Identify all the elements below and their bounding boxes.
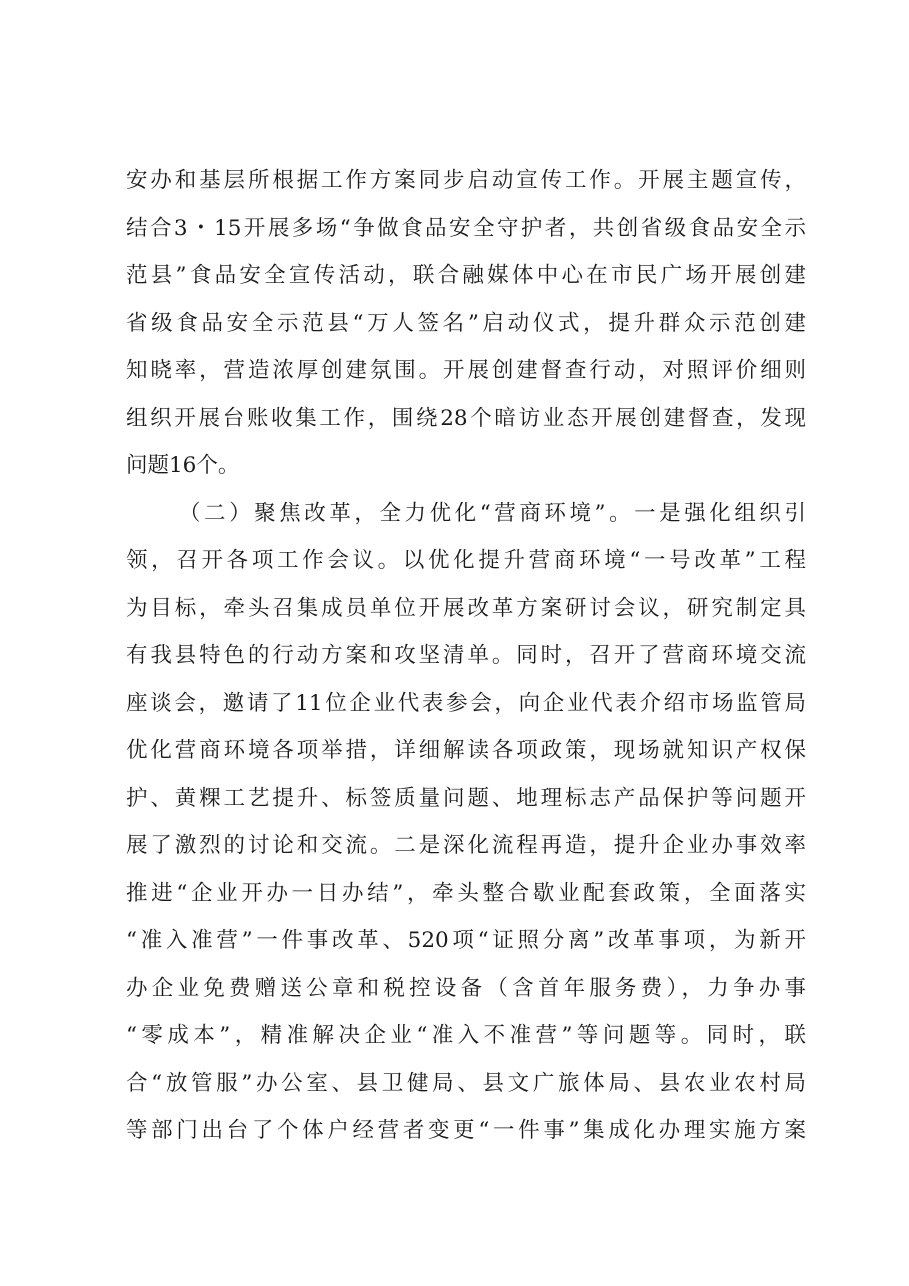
text-line: 优化营商环境各项举措，详细解读各项政策，现场就知识产权保	[126, 738, 806, 763]
text-line: 展了激烈的讨论和交流。二是深化流程再造，提升企业办事效率	[126, 833, 806, 858]
text-line: 结合3・15开展多场“争做食品安全守护者，共创省级食品安全示	[126, 215, 806, 241]
text-line: 护、黄粿工艺提升、标签质量问题、地理标志产品保护等问题开	[126, 785, 806, 811]
text-line: 组织开展台账收集工作，围绕28个暗访业态开展创建督查，发现	[126, 405, 806, 431]
body-text	[126, 157, 806, 1155]
text-line: 领，召开各项工作会议。以优化提升营商环境“一号改革”工程	[126, 548, 806, 573]
text-line: 办企业免费赠送公章和税控设备（含首年服务费），力争办事	[126, 975, 806, 1001]
text-line: 推进“企业开办一日办结”，牵头整合歇业配套政策，全面落实	[126, 880, 806, 906]
text-line: 省级食品安全示范县“万人签名”启动仪式，提升群众示范创建	[126, 310, 806, 336]
text-line: 合“放管服”办公室、县卫健局、县文广旅体局、县农业农村局	[126, 1070, 806, 1096]
text-line: “零成本”，精准解决企业“准入不准营”等问题等。同时，联	[126, 1023, 806, 1048]
text-line: “准入准营”一件事改革、520项“证照分离”改革事项，为新开	[126, 928, 806, 953]
text-line: 安办和基层所根据工作方案同步启动宣传工作。开展主题宣传，	[126, 168, 806, 193]
text-line: 问题16个。	[126, 453, 240, 478]
text-line: 范县”食品安全宣传活动，联合融媒体中心在市民广场开展创建	[126, 263, 806, 288]
text-line: 知晓率，营造浓厚创建氛围。开展创建督查行动，对照评价细则	[126, 358, 806, 383]
text-line: 有我县特色的行动方案和攻坚清单。同时，召开了营商环境交流	[126, 643, 806, 668]
text-line: 座谈会，邀请了11位企业代表参会，向企业代表介绍市场监管局	[126, 690, 806, 716]
text-line: 等部门出台了个体户经营者变更“一件事”集成化办理实施方案	[126, 1118, 806, 1143]
text-line: 为目标，牵头召集成员单位开展改革方案研讨会议，研究制定具	[126, 595, 806, 621]
paragraph-heading-line: （二）聚焦改革，全力优化“营商环境”。一是强化组织引	[179, 500, 806, 526]
